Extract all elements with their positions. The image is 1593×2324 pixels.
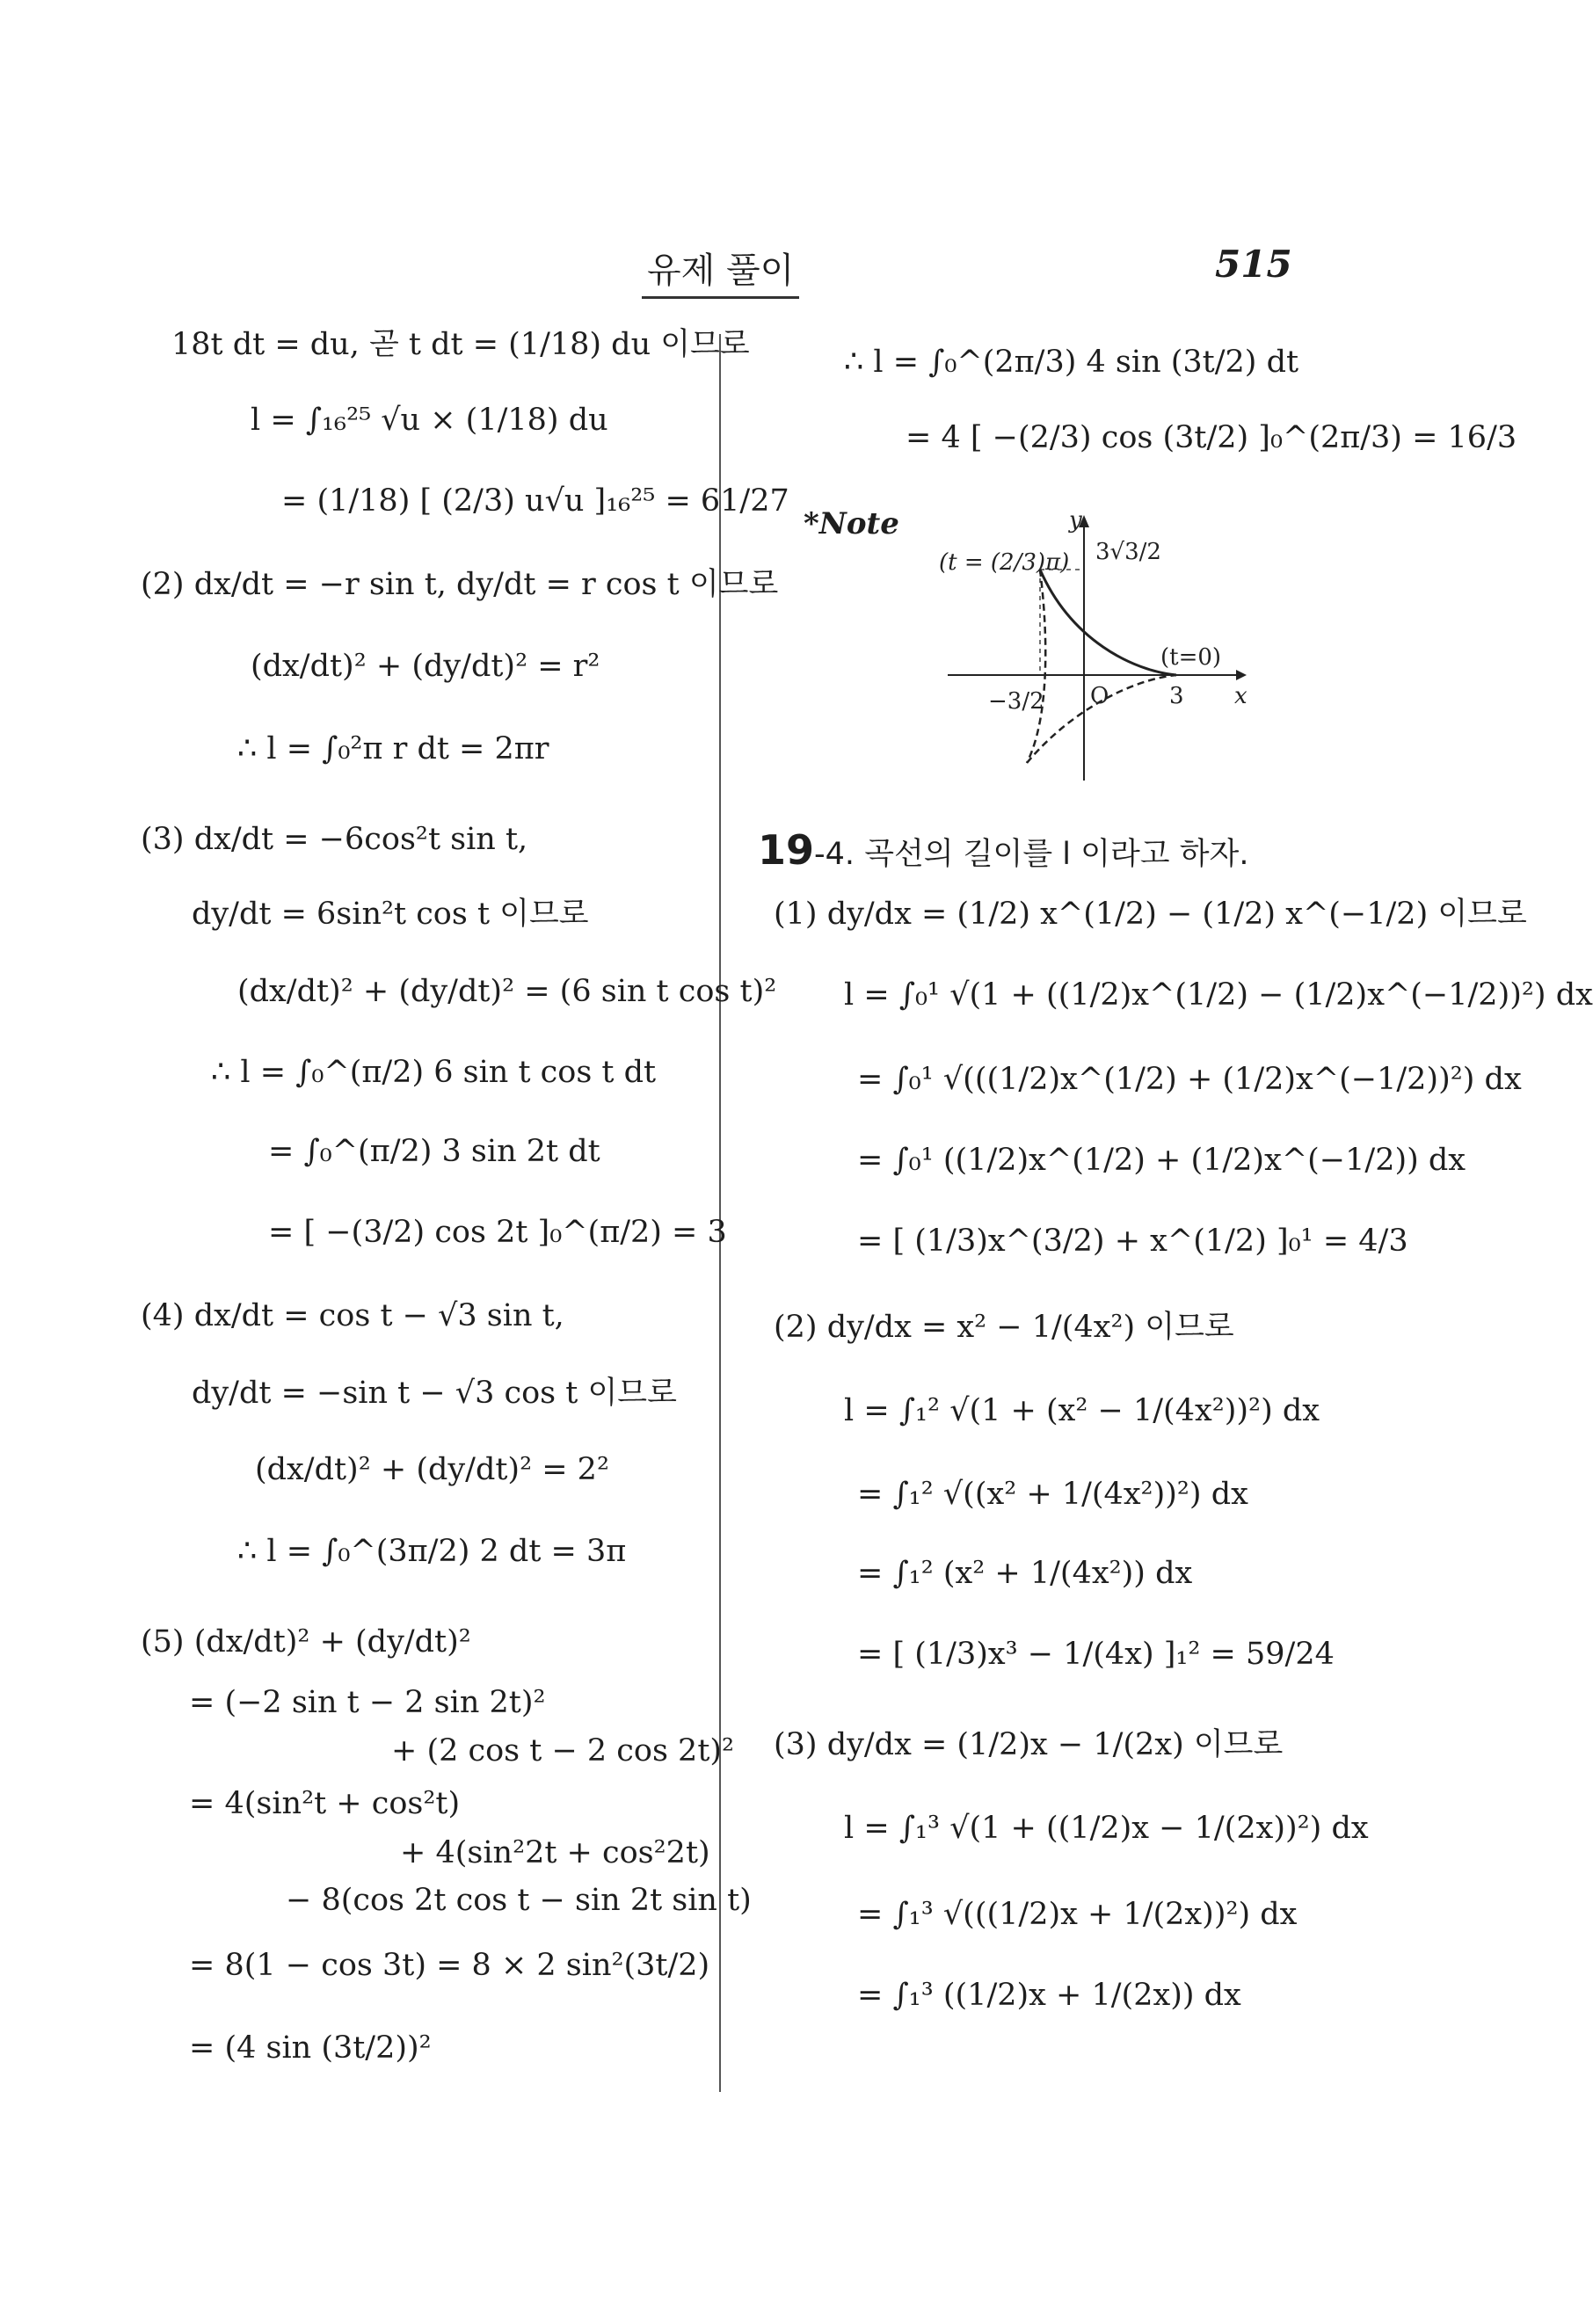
neg-x-label: −3/2 [988,688,1044,715]
math-line: 18t dt = du, 곧 t dt = (1/18) du 이므로 [171,327,750,362]
problem-number-suffix: -4. [814,837,855,872]
math-line: (1) dy/dx = (1/2) x^(1/2) − (1/2) x^(−1/2) 이므로 [774,897,1527,932]
math-line: = (−2 sin t − 2 sin 2t)² [189,1685,546,1720]
math-line: = ∫₁² (x² + 1/(4x²)) dx [857,1556,1193,1591]
curve-solid [1040,570,1176,675]
math-line: ∴ l = ∫₀^(2π/3) 4 sin (3t/2) dt [844,345,1299,380]
math-line: = 8(1 − cos 3t) = 8 × 2 sin²(3t/2) [189,1948,710,1983]
math-line: = (1/18) [ (2/3) u√u ]₁₆²⁵ = 61/27 [281,483,789,519]
origin-label: O [1090,683,1109,709]
t-param-label: (t = (2/3)π) [939,549,1070,576]
curve-dashed [1027,570,1045,763]
math-line: l = ∫₀¹ √(1 + ((1/2)x^(1/2) − (1/2)x^(−1/2))²) dx [844,977,1593,1013]
math-line: (dx/dt)² + (dy/dt)² = r² [251,649,600,684]
note-label: *Note [804,506,899,541]
t0-label: (t=0) [1160,644,1222,671]
y-value-label: 3√3/2 [1095,539,1161,565]
math-line: ∴ l = ∫₀^(3π/2) 2 dt = 3π [237,1534,627,1569]
math-line: = ∫₀^(π/2) 3 sin 2t dt [268,1134,600,1169]
x-tick-label: 3 [1169,683,1184,709]
math-line: (5) (dx/dt)² + (dy/dt)² [141,1624,471,1659]
math-line: dy/dt = 6sin²t cos t 이므로 [192,897,589,932]
math-line: = (4 sin (3t/2))² [189,2030,432,2066]
problem-heading [758,826,1248,874]
math-line: ∴ l = ∫₀²π r dt = 2πr [237,731,549,766]
math-line: = [ (1/3)x^(3/2) + x^(1/2) ]₀¹ = 4/3 [857,1224,1408,1259]
math-line: l = ∫₁₆²⁵ √u × (1/18) du [251,403,608,438]
math-line: = ∫₀¹ ((1/2)x^(1/2) + (1/2)x^(−1/2)) dx [857,1143,1466,1178]
math-line: (2) dy/dx = x² − 1/(4x²) 이므로 [774,1310,1234,1345]
page-header-title: 유제 풀이 [642,243,799,299]
math-line: (dx/dt)² + (dy/dt)² = 2² [255,1452,609,1487]
math-line: ∴ l = ∫₀^(π/2) 6 sin t cos t dt [211,1055,657,1090]
math-line: dy/dt = −sin t − √3 cos t 이므로 [192,1376,677,1411]
math-line: (3) dy/dx = (1/2)x − 1/(2x) 이므로 [774,1727,1284,1762]
math-line: = ∫₀¹ √(((1/2)x^(1/2) + (1/2)x^(−1/2))²) dx [857,1062,1522,1097]
x-axis-arrow-icon [1236,670,1247,680]
math-line: = [ (1/3)x³ − 1/(4x) ]₁² = 59/24 [857,1637,1335,1672]
math-line: l = ∫₁² √(1 + (x² − 1/(4x²))²) dx [844,1393,1320,1428]
math-line: − 8(cos 2t cos t − sin 2t sin t) [286,1883,752,1918]
math-line: = ∫₁³ ((1/2)x + 1/(2x)) dx [857,1978,1241,2013]
problem-text: 곡선의 길이를 l 이라고 하자. [864,837,1249,872]
math-line: (dx/dt)² + (dy/dt)² = (6 sin t cos t)² [237,974,777,1009]
y-axis-label: y [1069,507,1082,534]
math-line: = 4(sin²t + cos²t) [189,1786,461,1821]
math-line: (2) dx/dt = −r sin t, dy/dt = r cos t 이므로 [141,567,779,602]
math-line: = ∫₁² √((x² + 1/(4x²))²) dx [857,1477,1248,1512]
problem-number: 19 [758,826,815,874]
math-line: = 4 [ −(2/3) cos (3t/2) ]₀^(2π/3) = 16/3 [906,420,1517,455]
math-line: + 4(sin²2t + cos²2t) [400,1835,710,1870]
math-line: (4) dx/dt = cos t − √3 sin t, [141,1298,564,1333]
page-number: 515 [1215,243,1292,286]
math-line: = ∫₁³ √(((1/2)x + 1/(2x))²) dx [857,1897,1298,1932]
x-axis-label: x [1234,683,1247,709]
astroid-graph [939,508,1255,789]
math-line: + (2 cos t − 2 cos 2t)² [391,1733,735,1768]
math-line: (3) dx/dt = −6cos²t sin t, [141,822,528,857]
math-line: l = ∫₁³ √(1 + ((1/2)x − 1/(2x))²) dx [844,1811,1369,1846]
math-line: = [ −(3/2) cos 2t ]₀^(π/2) = 3 [268,1215,727,1250]
